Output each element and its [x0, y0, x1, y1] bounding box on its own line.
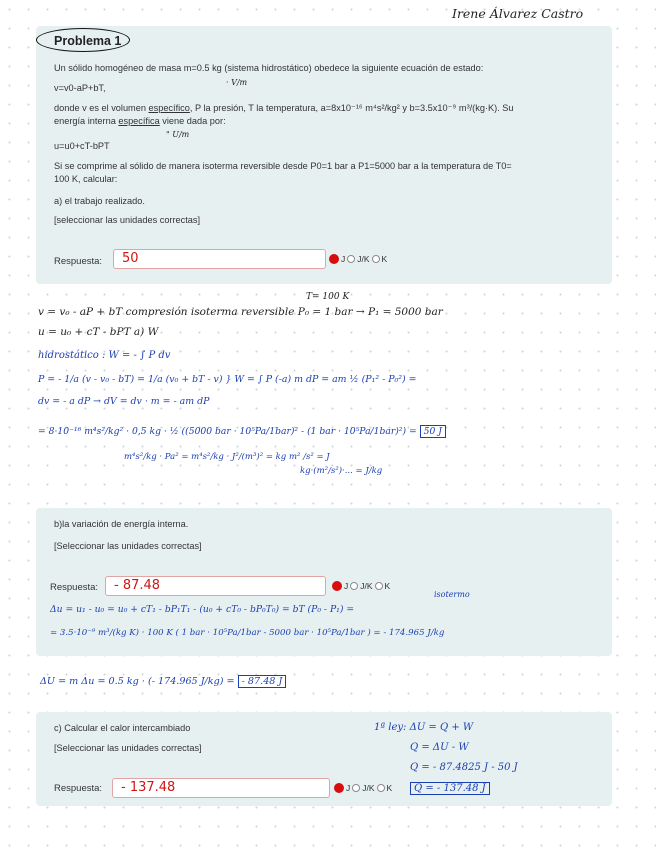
author-name: Irene Álvarez Castro: [452, 6, 584, 21]
part-a-radio-j[interactable]: [329, 254, 339, 264]
statement-line-2: [54, 102, 514, 115]
part-c-answer-value: - 137.48: [121, 780, 176, 795]
statement-line-3: [54, 115, 226, 128]
statement-line-4: Si se comprime al sólido de manera isoterma reversible desde P0=1 bar a P1=5000 bar a la temperatura de T0=: [54, 161, 512, 171]
equation-of-state: v=v0-aP+bT,: [54, 83, 106, 93]
statement-line-1: Un sólido homogéneo de masa m=0.5 kg (sistema hidrostático) obedece la siguiente ecuación de estado:: [54, 63, 484, 73]
notes-b-isotermo: isotermo: [434, 590, 470, 599]
annotation-v: · V/m: [226, 78, 248, 87]
part-a-answer-label: Respuesta:: [54, 256, 103, 267]
notes-b-result: - 87.48 J: [238, 675, 287, 688]
part-b-unit-k: K: [384, 581, 391, 591]
part-a-unit-jk: J/K: [357, 254, 370, 264]
specific-volume-underlined: específico: [148, 103, 190, 113]
part-c-unit-selector: [334, 783, 392, 793]
notes-b-line-3: [40, 676, 286, 687]
statement-3c: viene dada por:: [159, 116, 226, 126]
notes-a-line-1: v = v₀ - aP + bT compresión isoterma reversible P₀ = 1 bar → P₁ = 5000 bar: [38, 306, 443, 318]
part-a-answer-value: 50: [122, 251, 139, 266]
part-b-radio-jk[interactable]: [350, 582, 358, 590]
part-b-radio-k[interactable]: [375, 582, 383, 590]
part-c-hint: [Seleccionar las unidades correctas]: [54, 743, 202, 753]
part-c-card: [36, 712, 612, 806]
notes-a-line-7: m⁴s²/kg · Pa² = m⁴s²/kg · J²/(m³)² = kg m² /s² = J: [124, 452, 330, 462]
part-c-radio-k[interactable]: [377, 784, 385, 792]
statement-2a: donde v es el volumen: [54, 103, 149, 113]
statement-3a: energía interna: [54, 116, 119, 126]
notes-a-line-5: dv = - a dP → dV = dv · m = - am dP: [38, 396, 210, 407]
part-b-card: [36, 508, 612, 656]
part-a-radio-k[interactable]: [372, 255, 380, 263]
part-c-unit-k: K: [386, 783, 393, 793]
part-a-hint: [seleccionar las unidades correctas]: [54, 215, 201, 225]
part-a-radio-jk[interactable]: [347, 255, 355, 263]
notes-a-line-4: P = - 1/a (v - v₀ - bT) = 1/a (v₀ + bT - v) } W = ∫ P (-a) m dP = am ½ (P₁² - P₀²) =: [38, 374, 417, 385]
notes-a-line-7b: kg·(m²/s²)·... = J/kg: [300, 466, 383, 476]
notes-b-line-3-text: ΔU = m Δu = 0.5 kg · (- 174.965 J/kg) =: [40, 676, 235, 687]
part-b-hint: [Seleccionar las unidades correctas]: [54, 541, 202, 551]
part-b-unit-j: J: [344, 581, 349, 591]
equation-of-energy: u=u0+cT-bPT: [54, 141, 110, 151]
part-c-radio-jk[interactable]: [352, 784, 360, 792]
part-b-unit-selector: [332, 581, 390, 591]
part-b-answer-value: - 87.48: [114, 578, 161, 593]
notes-c-line-2: Q = ΔU - W: [410, 742, 469, 753]
part-a-unit-selector: [329, 254, 387, 264]
notes-c-result: Q = - 137.48 J: [410, 782, 490, 795]
notes-c-line-3: Q = - 87.4825 J - 50 J: [410, 762, 518, 773]
part-c-answer-input[interactable]: [112, 778, 330, 798]
notes-b-line-1: Δu = u₁ - u₀ = u₀ + cT₁ - bP₁T₁ - (u₀ + cT₀ - bP₀T₀) = bT (P₀ - P₁) =: [50, 604, 355, 615]
annotation-u: " U/m: [166, 130, 190, 139]
part-c-unit-j: J: [346, 783, 351, 793]
problem-card: [36, 26, 612, 284]
notes-a-result: 50 J: [420, 425, 446, 438]
notes-c-line-1: 1ª ley: ΔU = Q + W: [374, 722, 474, 733]
notes-b-line-2: = 3.5·10⁻⁹ m³/(kg K) · 100 K ( 1 bar · 10⁵Pa/1bar - 5000 bar · 10⁵Pa/1bar ) = - 174.965 J/kg: [50, 628, 445, 638]
part-c-radio-j[interactable]: [334, 783, 344, 793]
part-c-question: c) Calcular el calor intercambiado: [54, 723, 191, 733]
part-b-radio-j[interactable]: [332, 581, 342, 591]
part-a-unit-j: J: [341, 254, 346, 264]
part-b-unit-jk: J/K: [360, 581, 373, 591]
part-a-answer-input[interactable]: [113, 249, 326, 269]
problem-title: Problema 1: [54, 34, 122, 48]
part-a-unit-k: K: [381, 254, 388, 264]
notes-a-line-3: hidrostático : W = - ∫ P dv: [38, 350, 171, 361]
notes-a-line-2: u = u₀ + cT - bPT a) W: [38, 326, 159, 338]
notes-a-line-6-text: = 8·10⁻¹⁶ m⁴s²/kg² · 0,5 kg · ½ ((5000 bar · 10⁵Pa/1bar)² - (1 bar · 10⁵Pa/1bar)²) =: [38, 426, 417, 437]
specific-energy-underlined: específica: [118, 116, 160, 126]
statement-2c: , P la presión, T la temperatura, a=8x10⁻¹⁶ m⁴s²/kg² y b=3.5x10⁻⁹ m³/(kg·K). Su: [189, 103, 514, 113]
part-b-answer-input[interactable]: [105, 576, 326, 596]
part-c-answer-label: Respuesta:: [54, 783, 103, 794]
part-b-answer-label: Respuesta:: [50, 582, 99, 593]
statement-line-5: 100 K, calcular:: [54, 174, 118, 184]
part-a-question: a) el trabajo realizado.: [54, 196, 145, 206]
notes-a-line-6: [38, 426, 446, 437]
part-b-question: b)la variación de energía interna.: [54, 519, 189, 529]
notes-a-temperature: T= 100 K: [306, 292, 350, 302]
part-c-unit-jk: J/K: [362, 783, 375, 793]
